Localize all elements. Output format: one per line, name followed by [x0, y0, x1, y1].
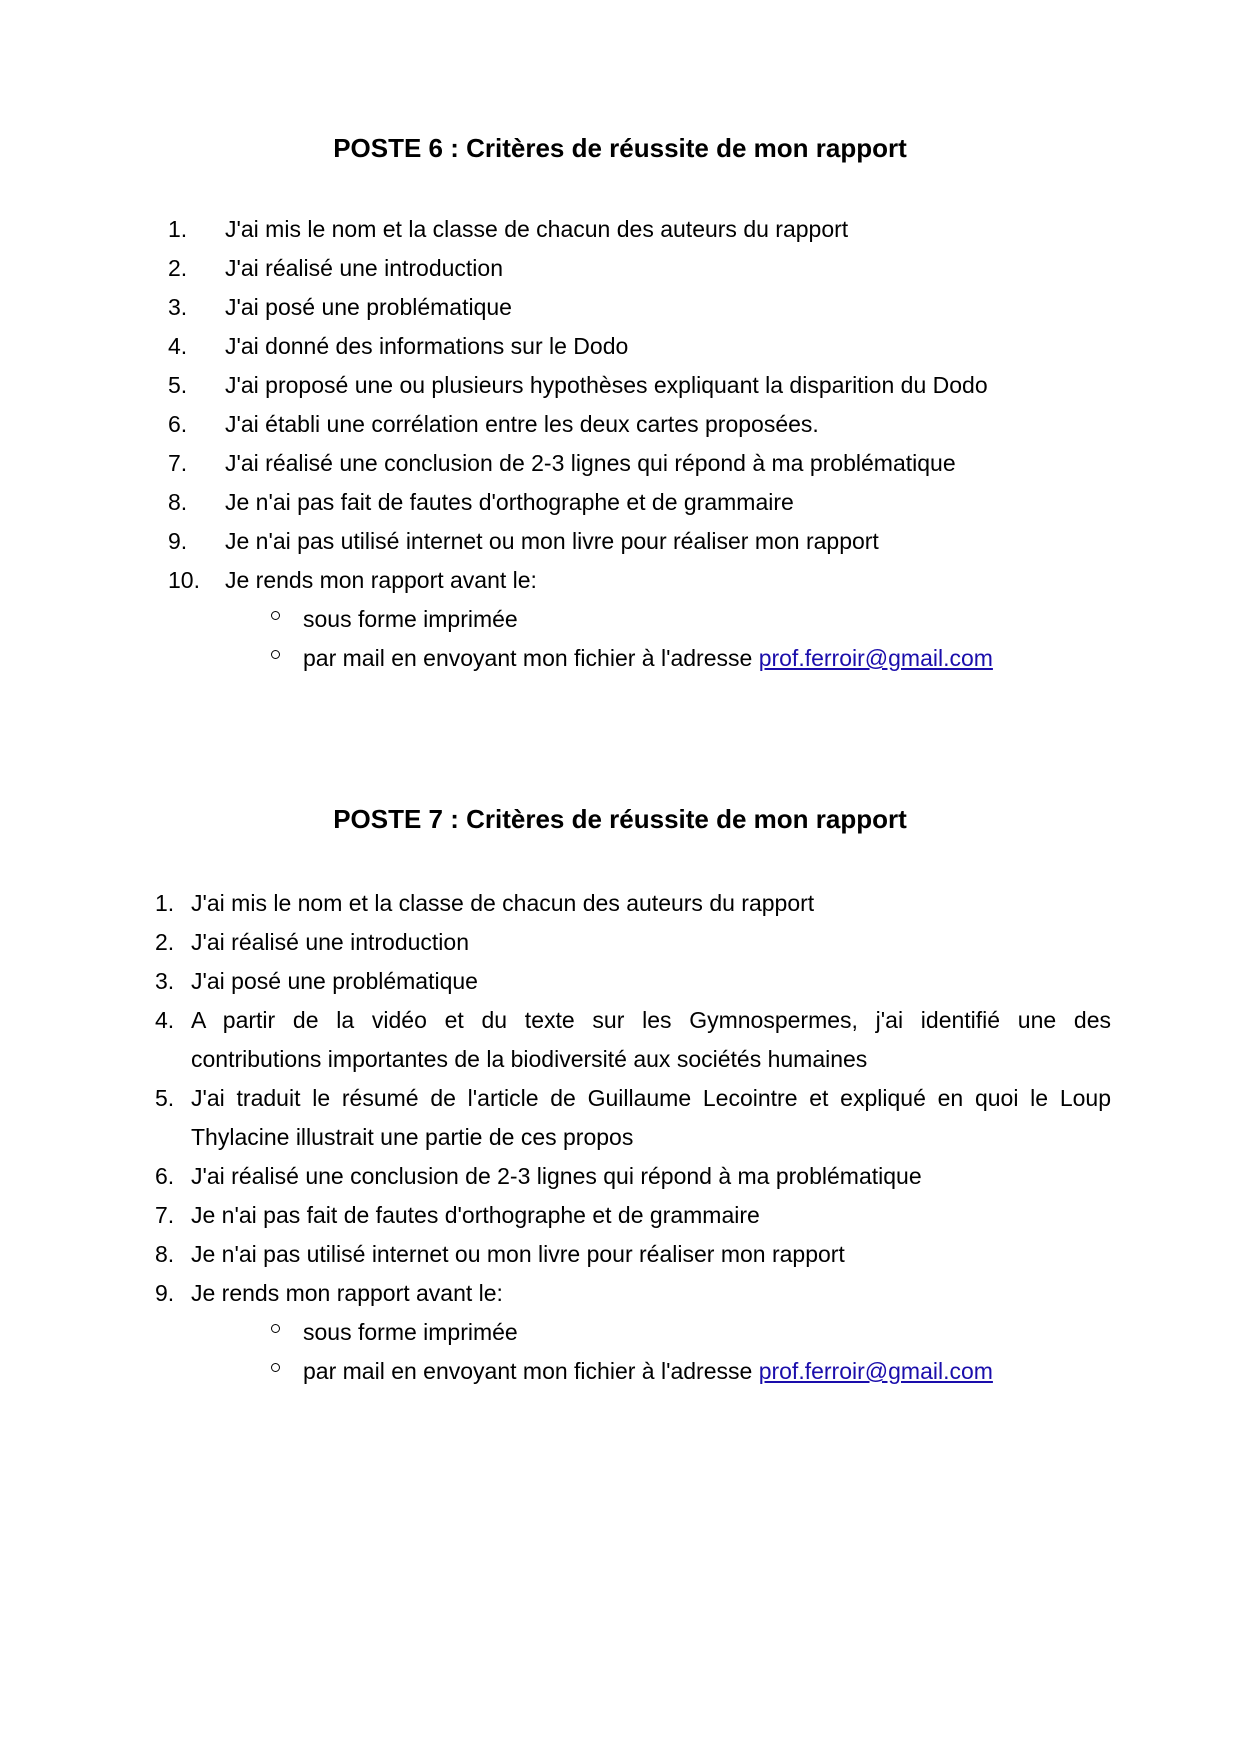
poste7-item-5-number: 5.: [155, 1085, 175, 1111]
poste7-title: POSTE 7 : Critères de réussite de mon rapport: [333, 804, 907, 834]
hollow-bullet-icon: [271, 650, 280, 659]
poste7-item-7-number: 7.: [155, 1202, 175, 1228]
poste7-item-9-number: 9.: [155, 1280, 175, 1306]
poste6-item-1-text: J'ai mis le nom et la classe de chacun des auteurs du rapport: [225, 216, 849, 242]
poste6-item-8-number: 8.: [168, 489, 188, 515]
poste7-item-4-text-line1: A partir de la vidéo et du texte sur les Gymnospermes, j'ai identifié une des: [191, 1007, 1111, 1033]
poste6-item-9-text: Je n'ai pas utilisé internet ou mon livre pour réaliser mon rapport: [225, 528, 879, 554]
poste7-item-5-text-line1: J'ai traduit le résumé de l'article de Guillaume Lecointre et expliqué en quoi le Loup: [191, 1085, 1111, 1111]
hollow-bullet-icon: [271, 611, 280, 620]
poste6-item-5-number: 5.: [168, 372, 188, 398]
poste7-item-4-number: 4.: [155, 1007, 175, 1033]
poste6-title: POSTE 6 : Critères de réussite de mon rapport: [333, 133, 907, 163]
poste6-item-4-number: 4.: [168, 333, 188, 359]
poste7-item-3-number: 3.: [155, 968, 175, 994]
poste7-item-7-text: Je n'ai pas fait de fautes d'orthographe et de grammaire: [191, 1202, 760, 1228]
poste6-sub-item-mail: [303, 643, 993, 673]
poste6-item-7-number: 7.: [168, 450, 188, 476]
poste6-item-2-text: J'ai réalisé une introduction: [225, 255, 503, 281]
poste6-item-7-text: J'ai réalisé une conclusion de 2-3 lignes qui répond à ma problématique: [225, 450, 956, 476]
poste6-item-4-text: J'ai donné des informations sur le Dodo: [225, 333, 629, 359]
poste7-item-8-text: Je n'ai pas utilisé internet ou mon livre pour réaliser mon rapport: [191, 1241, 845, 1267]
poste7-email-link[interactable]: prof.ferroir@gmail.com: [758, 1358, 993, 1384]
poste6-item-8-text: Je n'ai pas fait de fautes d'orthographe et de grammaire: [225, 489, 794, 515]
poste6-sub-item-printed: sous forme imprimée: [303, 606, 518, 632]
poste7-item-6-number: 6.: [155, 1163, 175, 1189]
poste6-mail-prefix: par mail en envoyant mon fichier à l'adresse: [303, 645, 759, 671]
poste7-item-5-text-line2: Thylacine illustrait une partie de ces propos: [191, 1124, 634, 1150]
poste7-sub-item-printed: sous forme imprimée: [303, 1319, 518, 1345]
poste7-item-2-number: 2.: [155, 929, 175, 955]
poste6-item-9-number: 9.: [168, 528, 188, 554]
poste6-item-1-number: 1.: [168, 216, 188, 242]
poste6-item-10-number: 10.: [168, 567, 200, 593]
poste6-item-10-text: Je rends mon rapport avant le:: [225, 567, 537, 593]
poste7-item-9-text: Je rends mon rapport avant le:: [191, 1280, 503, 1306]
poste6-item-2-number: 2.: [168, 255, 188, 281]
poste7-item-1-text: J'ai mis le nom et la classe de chacun des auteurs du rapport: [191, 890, 815, 916]
poste6-email-link[interactable]: prof.ferroir@gmail.com: [758, 645, 993, 671]
poste7-item-6-text: J'ai réalisé une conclusion de 2-3 lignes qui répond à ma problématique: [191, 1163, 922, 1189]
poste7-item-8-number: 8.: [155, 1241, 175, 1267]
poste6-item-6-number: 6.: [168, 411, 188, 437]
poste7-sub-item-mail: [303, 1356, 993, 1386]
poste7-item-2-text: J'ai réalisé une introduction: [191, 929, 469, 955]
hollow-bullet-icon: [271, 1363, 280, 1372]
hollow-bullet-icon: [271, 1324, 280, 1333]
poste6-item-6-text: J'ai établi une corrélation entre les deux cartes proposées.: [225, 411, 819, 437]
poste7-item-1-number: 1.: [155, 890, 175, 916]
poste6-item-3-number: 3.: [168, 294, 188, 320]
poste7-mail-prefix: par mail en envoyant mon fichier à l'adresse: [303, 1358, 759, 1384]
poste6-item-5-text: J'ai proposé une ou plusieurs hypothèses expliquant la disparition du Dodo: [225, 372, 988, 398]
poste7-item-4-text-line2: contributions importantes de la biodiversité aux sociétés humaines: [191, 1046, 868, 1072]
poste7-item-3-text: J'ai posé une problématique: [191, 968, 478, 994]
poste6-item-3-text: J'ai posé une problématique: [225, 294, 512, 320]
